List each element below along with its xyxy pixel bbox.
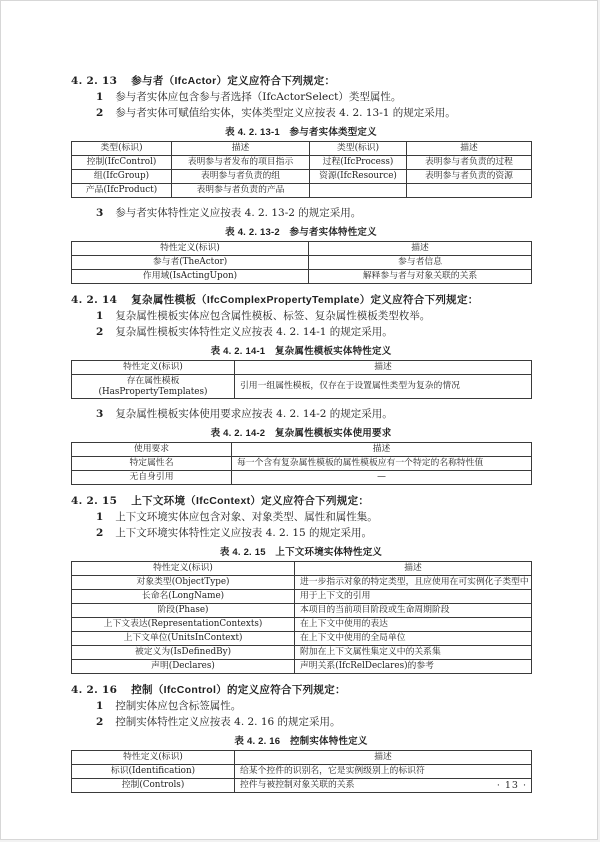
header-cell: 类型(标识) bbox=[310, 142, 407, 156]
table-4-2-14-2-caption: 表 4. 2. 14-2 复杂属性模板实体使用要求 bbox=[210, 428, 392, 439]
table-header-row bbox=[72, 751, 532, 765]
table-cell: 控制(IfcControl) bbox=[72, 156, 172, 170]
item-number: 2 bbox=[96, 326, 104, 338]
table-4-2-14-2 bbox=[71, 442, 532, 485]
table-cell: 解释参与者与对象关联的关系 bbox=[309, 270, 532, 284]
item-number: 2 bbox=[96, 716, 104, 728]
item-text: 复杂属性模板实体应包含属性模板、标签、复杂属性模板类型枚举。 bbox=[115, 310, 431, 322]
item-text: 参与者实体可赋值给实体，实体类型定义应按表 4. 2. 13-1 的规定采用。 bbox=[115, 107, 456, 119]
table-cell: 参与者信息 bbox=[309, 256, 532, 270]
header-cell: 描述 bbox=[235, 751, 532, 765]
table-row bbox=[72, 270, 532, 284]
table-cell: 表明参与者负责的组 bbox=[172, 170, 310, 184]
table-row bbox=[72, 184, 532, 198]
item-text: 控制实体应包含标签属性。 bbox=[115, 700, 242, 712]
clause-4-2-13-item-3 bbox=[71, 205, 531, 221]
cell-line-1: 存在属性模板 bbox=[126, 376, 180, 386]
page-content bbox=[71, 73, 531, 793]
header-cell: 描述 bbox=[407, 142, 532, 156]
table-4-2-13-1-caption: 表 4. 2. 13-1 参与者实体类型定义 bbox=[225, 127, 377, 138]
table-cell: 在上下文中使用的全局单位 bbox=[295, 632, 532, 646]
table-row bbox=[72, 256, 532, 270]
item-text: 参与者实体应包含参与者选择（IfcActorSelect）类型属性。 bbox=[115, 91, 402, 103]
table-row bbox=[72, 632, 532, 646]
item-text: 上下文环境实体应包含对象、对象类型、属性和属性集。 bbox=[115, 511, 378, 523]
table-cell: 每一个含有复杂属性模板的属性模板应有一个特定的名称特性值 bbox=[232, 457, 532, 471]
table-header-row bbox=[72, 242, 532, 256]
table-row bbox=[72, 604, 532, 618]
clause-4-2-13-item-1 bbox=[71, 89, 531, 105]
table-cell: 无自身引用 bbox=[72, 471, 232, 485]
item-number: 1 bbox=[96, 310, 104, 322]
clause-text: 控制（IfcControl）的定义应符合下列规定： bbox=[131, 684, 346, 696]
clause-text: 复杂属性模板（IfcComplexPropertyTemplate）定义应符合下列规定： bbox=[131, 294, 479, 306]
table-cell: 过程(IfcProcess) bbox=[310, 156, 407, 170]
header-cell: 特性定义(标识) bbox=[72, 562, 295, 576]
table-cell: 参与者(TheActor) bbox=[72, 256, 309, 270]
table-cell: 附加在上下文属性集定义中的关系集 bbox=[295, 646, 532, 660]
table-cell bbox=[310, 184, 407, 198]
header-cell: 描述 bbox=[232, 443, 532, 457]
item-text: 参与者实体特性定义应按表 4. 2. 13-2 的规定采用。 bbox=[115, 207, 362, 219]
table-header-row bbox=[72, 142, 532, 156]
item-number: 1 bbox=[96, 511, 104, 523]
table-cell: 上下文表达(RepresentationContexts) bbox=[72, 618, 295, 632]
item-text: 复杂属性模板实体使用要求应按表 4. 2. 14-2 的规定采用。 bbox=[115, 408, 393, 420]
table-cell: 组(IfcGroup) bbox=[72, 170, 172, 184]
table-4-2-14-1-caption: 表 4. 2. 14-1 复杂属性模板实体特性定义 bbox=[210, 346, 392, 357]
header-cell: 描述 bbox=[295, 562, 532, 576]
page-number: · 13 · bbox=[496, 780, 527, 791]
header-cell: 描述 bbox=[172, 142, 310, 156]
item-text: 控制实体特性定义应按表 4. 2. 16 的规定采用。 bbox=[115, 716, 341, 728]
clause-4-2-14-item-1 bbox=[71, 308, 531, 324]
table-row bbox=[72, 576, 532, 590]
table-header-row bbox=[72, 443, 532, 457]
table-cell: 产品(IfcProduct) bbox=[72, 184, 172, 198]
header-cell: 特性定义(标识) bbox=[72, 361, 235, 375]
table-row bbox=[72, 765, 532, 779]
clause-4-2-13-item-2 bbox=[71, 105, 531, 121]
table-row bbox=[72, 618, 532, 632]
table-cell: — bbox=[232, 471, 532, 485]
table-cell: 控件与被控制对象关联的关系 bbox=[235, 779, 532, 793]
table-cell: 被定义为(IsDefinedBy) bbox=[72, 646, 295, 660]
table-cell: 本项目的当前项目阶段或生命周期阶段 bbox=[295, 604, 532, 618]
item-number: 2 bbox=[96, 527, 104, 539]
header-cell: 特性定义(标识) bbox=[72, 242, 309, 256]
header-cell: 使用要求 bbox=[72, 443, 232, 457]
table-row bbox=[72, 646, 532, 660]
table-cell: 上下文单位(UnitsInContext) bbox=[72, 632, 295, 646]
clause-number: 4. 2. 15 bbox=[71, 495, 118, 507]
table-4-2-13-2 bbox=[71, 241, 532, 284]
table-row bbox=[72, 457, 532, 471]
clause-4-2-15-heading bbox=[71, 493, 531, 509]
header-cell: 描述 bbox=[309, 242, 532, 256]
item-text: 复杂属性模板实体特性定义应按表 4. 2. 14-1 的规定采用。 bbox=[115, 326, 393, 338]
table-header-row bbox=[72, 562, 532, 576]
table-row bbox=[72, 779, 532, 793]
table-cell: 表明参与者发布的项目指示 bbox=[172, 156, 310, 170]
table-cell: 声明(Declares) bbox=[72, 660, 295, 674]
header-cell: 特性定义(标识) bbox=[72, 751, 235, 765]
table-4-2-16 bbox=[71, 750, 532, 793]
item-text: 上下文环境实体特性定义应按表 4. 2. 15 的规定采用。 bbox=[115, 527, 373, 539]
clause-4-2-14-item-2 bbox=[71, 324, 531, 340]
table-cell: 对象类型(ObjectType) bbox=[72, 576, 295, 590]
table-cell: 在上下文中使用的表达 bbox=[295, 618, 532, 632]
table-4-2-13-2-caption: 表 4. 2. 13-2 参与者实体特性定义 bbox=[225, 227, 377, 238]
clause-4-2-14-item-3 bbox=[71, 406, 531, 422]
item-number: 1 bbox=[96, 700, 104, 712]
clause-text: 上下文环境（IfcContext）定义应符合下列规定： bbox=[131, 495, 370, 507]
clause-number: 4. 2. 16 bbox=[71, 684, 118, 696]
item-number: 2 bbox=[96, 107, 104, 119]
table-row bbox=[72, 375, 532, 399]
clause-4-2-13-heading bbox=[71, 73, 531, 89]
item-number: 1 bbox=[96, 91, 104, 103]
clause-4-2-15-item-2 bbox=[71, 525, 531, 541]
clause-4-2-14-heading bbox=[71, 292, 531, 308]
clause-4-2-15-item-1 bbox=[71, 509, 531, 525]
clause-4-2-16-item-2 bbox=[71, 714, 531, 730]
table-cell: 表明参与者负责的产品 bbox=[172, 184, 310, 198]
table-cell: 长命名(LongName) bbox=[72, 590, 295, 604]
table-cell: 进一步指示对象的特定类型，且应使用在可实例化子类型中 bbox=[295, 576, 532, 590]
table-4-2-15 bbox=[71, 561, 532, 674]
clause-text: 参与者（IfcActor）定义应符合下列规定： bbox=[131, 75, 336, 87]
table-cell: 阶段(Phase) bbox=[72, 604, 295, 618]
table-cell: 资源(IfcResource) bbox=[310, 170, 407, 184]
table-cell: 控制(Controls) bbox=[72, 779, 235, 793]
table-cell: 用于上下文的引用 bbox=[295, 590, 532, 604]
table-cell: 引用一组属性模板，仅存在于设置属性类型为复杂的情况 bbox=[235, 375, 532, 399]
header-cell: 类型(标识) bbox=[72, 142, 172, 156]
table-cell: 表明参与者负责的资源 bbox=[407, 170, 532, 184]
clause-number: 4. 2. 13 bbox=[71, 75, 118, 87]
item-number: 3 bbox=[96, 408, 104, 420]
clause-number: 4. 2. 14 bbox=[71, 294, 118, 306]
table-cell: 声明关系(IfcRelDeclares)的参考 bbox=[295, 660, 532, 674]
table-row bbox=[72, 660, 532, 674]
table-cell bbox=[72, 375, 235, 399]
header-cell: 描述 bbox=[235, 361, 532, 375]
table-cell: 作用域(IsActingUpon) bbox=[72, 270, 309, 284]
table-cell: 表明参与者负责的过程 bbox=[407, 156, 532, 170]
table-cell bbox=[407, 184, 532, 198]
clause-4-2-16-item-1 bbox=[71, 698, 531, 714]
table-4-2-13-1 bbox=[71, 141, 532, 198]
table-4-2-14-1 bbox=[71, 360, 532, 399]
table-cell: 特定属性名 bbox=[72, 457, 232, 471]
table-4-2-16-caption: 表 4. 2. 16 控制实体特性定义 bbox=[234, 736, 368, 747]
table-cell: 标识(Identification) bbox=[72, 765, 235, 779]
clause-4-2-16-heading bbox=[71, 682, 531, 698]
table-header-row bbox=[72, 361, 532, 375]
cell-line-2: (HasPropertyTemplates) bbox=[98, 386, 208, 397]
item-number: 3 bbox=[96, 207, 104, 219]
table-row bbox=[72, 156, 532, 170]
table-cell: 给某个控件的识别名，它是实例级别上的标识符 bbox=[235, 765, 532, 779]
table-row bbox=[72, 590, 532, 604]
table-4-2-15-caption: 表 4. 2. 15 上下文环境实体特性定义 bbox=[219, 547, 383, 558]
table-row bbox=[72, 170, 532, 184]
table-row bbox=[72, 471, 532, 485]
